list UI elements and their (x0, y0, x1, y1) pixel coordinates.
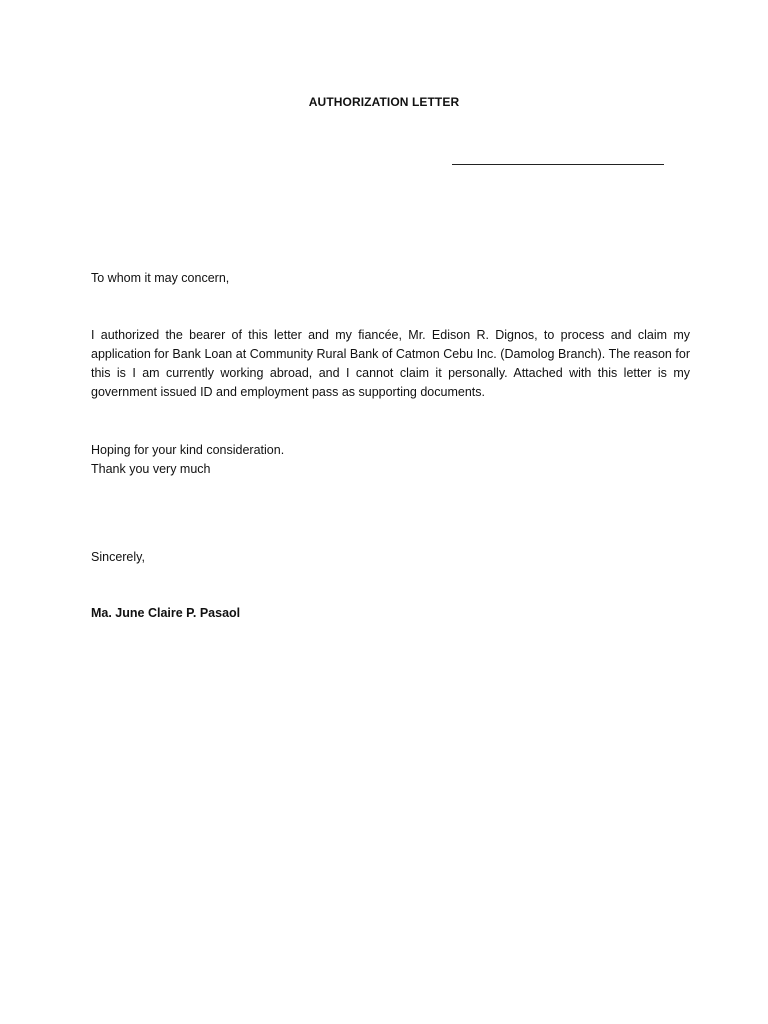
letter-title: AUTHORIZATION LETTER (308, 95, 460, 109)
signoff: Sincerely, (91, 550, 145, 564)
signatory-name: Ma. June Claire P. Pasaol (91, 606, 241, 620)
closing-line-1: Hoping for your kind consideration. (91, 443, 285, 457)
date-blank-line (452, 164, 664, 165)
body-paragraph: I authorized the bearer of this letter and my fiancée, Mr. Edison R. Dignos, to process and claim my application for Bank Loan at Community Rural Bank of Catmon Cebu Inc. (Damolog Branch). The reason for this is I am currently working abroad, and I cannot claim it personally. Attached with this letter is my government issued ID and employment pass as supporting documents. (91, 328, 690, 399)
salutation: To whom it may concern, (91, 271, 230, 285)
closing-block (91, 441, 284, 479)
closing-line-2: Thank you very much (91, 462, 211, 476)
